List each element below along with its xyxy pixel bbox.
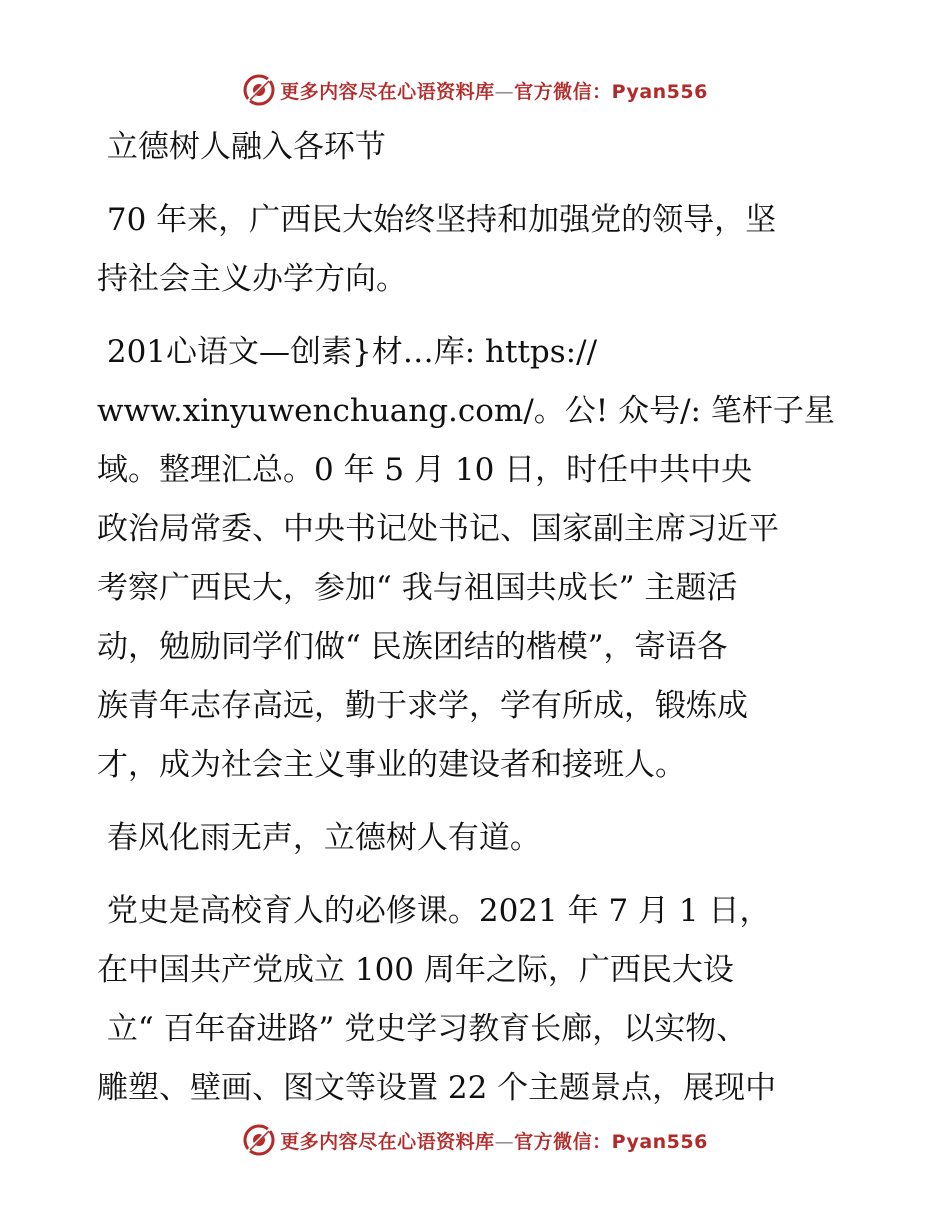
text-line: 族青年志存高远，勤于求学，学有所成，锻炼成 <box>97 688 748 724</box>
brand-logo-icon <box>242 1123 276 1157</box>
text-line: 考察广西民大，参加“ 我与祖国共成长” 主题活 <box>97 570 738 606</box>
text-line: www.xinyuwenchuang.com/。公! 众号/: 笔杆子星 <box>97 393 835 429</box>
watermark-text: 更多内容尽在心语资料库—官方微信：Pyan556 <box>280 80 708 103</box>
footer-watermark <box>0 1120 950 1160</box>
text-line: 才，成为社会主义事业的建设者和接班人。 <box>97 747 686 783</box>
text-line: 70 年来，广西民大始终坚持和加强党的领导，坚 <box>97 202 777 238</box>
text-line: 立“ 百年奋进路” 党史学习教育长廊，以实物、 <box>97 1011 748 1047</box>
section-heading: 立德树人融入各环节 <box>97 129 386 165</box>
text-line: 政治局常委、中央书记处书记、国家副主席习近平 <box>97 511 779 547</box>
brand-logo-icon <box>242 73 276 107</box>
watermark-text: 更多内容尽在心语资料库—官方微信：Pyan556 <box>280 1130 708 1153</box>
text-line: 春风化雨无声，立德树人有道。 <box>97 820 541 856</box>
text-line: 在中国共产党成立 100 周年之际，广西民大设 <box>97 952 734 988</box>
header-watermark <box>0 70 950 110</box>
text-line: 雕塑、壁画、图文等设置 22 个主题景点，展现中 <box>97 1070 777 1106</box>
text-line: 域。整理汇总。0 年 5 月 10 日，时任中共中央 <box>97 452 753 488</box>
document-body <box>97 118 857 1118</box>
text-line: 持社会主义办学方向。 <box>97 261 407 297</box>
text-line: 201心语文—创素}材…库: https:// <box>97 334 598 370</box>
text-line: 党史是高校育人的必修课。2021 年 7 月 1 日， <box>97 893 771 929</box>
text-line: 动，勉励同学们做“ 民族团结的楷模”，寄语各 <box>97 629 728 665</box>
